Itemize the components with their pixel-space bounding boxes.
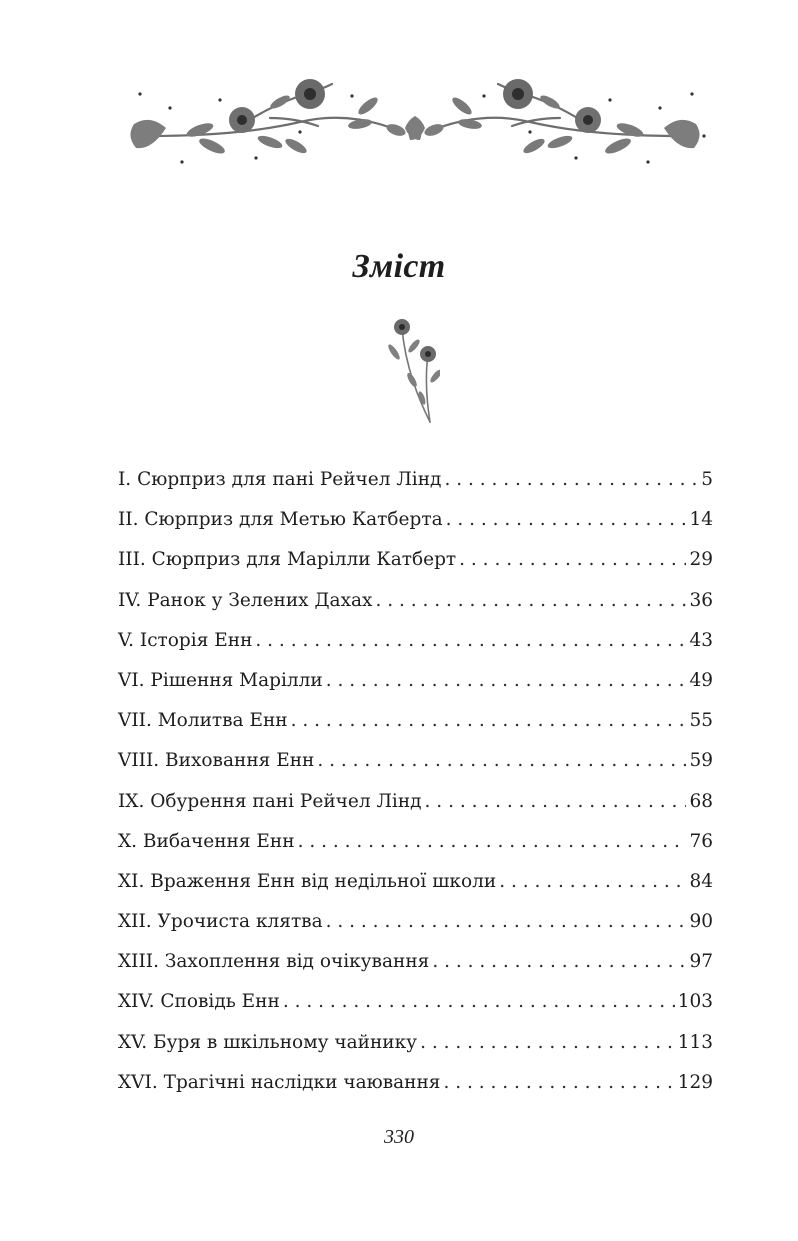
toc-leader-dots [499, 862, 686, 902]
toc-entry-page: 68 [689, 790, 713, 812]
toc-leader-dots [425, 782, 687, 822]
toc-entry-page: 29 [689, 549, 713, 571]
toc-entry[interactable] [118, 862, 713, 902]
toc-entry[interactable] [118, 741, 713, 781]
toc-entry-page: 14 [689, 509, 713, 531]
toc-entry[interactable] [118, 1063, 713, 1103]
toc-entry[interactable] [118, 540, 713, 580]
toc-leader-dots [443, 1063, 674, 1103]
toc-entry[interactable] [118, 581, 713, 621]
toc-entry-page: 90 [689, 911, 713, 933]
toc-entry-page: 84 [689, 870, 713, 892]
toc-entry[interactable] [118, 1023, 713, 1063]
toc-entry-title: XIV. Сповідь Енн [118, 991, 280, 1013]
toc-entry-page: 43 [689, 629, 713, 651]
toc-entry-title: IX. Обурення пані Рейчел Лінд [118, 790, 422, 812]
toc-entry-title: VII. Молитва Енн [118, 710, 288, 732]
toc-entry-title: XII. Урочиста клятва [118, 911, 323, 933]
toc-leader-dots [459, 540, 686, 580]
toc-leader-dots [444, 460, 698, 500]
toc-entry-title: XIII. Захоплення від очікування [118, 951, 430, 973]
toc-entry-title: IV. Ранок у Зелених Дахах [118, 589, 373, 611]
toc-entry-page: 129 [677, 1071, 713, 1093]
toc-entry[interactable] [118, 661, 713, 701]
toc-entry-title: XI. Враження Енн від недільної школи [118, 870, 497, 892]
toc-entry[interactable] [118, 621, 713, 661]
toc-leader-dots [291, 701, 687, 741]
toc-entry-page: 36 [689, 589, 713, 611]
toc-leader-dots [298, 822, 687, 862]
toc-entry-page: 55 [689, 710, 713, 732]
toc-entry-title: II. Сюрприз для Метью Катберта [118, 509, 443, 531]
toc-entry-title: X. Вибачення Енн [118, 830, 295, 852]
toc-leader-dots [326, 661, 687, 701]
toc-leader-dots [317, 741, 686, 781]
toc-entry-title: V. Історія Енн [118, 629, 253, 651]
toc-entry-page: 103 [677, 991, 713, 1013]
toc-entry-title: XVI. Трагічні наслідки чаювання [118, 1071, 441, 1093]
toc-entry-page: 49 [689, 669, 713, 691]
toc-entry[interactable] [118, 942, 713, 982]
toc-entry-page: 76 [689, 830, 713, 852]
toc-leader-dots [446, 500, 687, 540]
page-number: 330 [384, 1126, 414, 1148]
flower-sprig-icon [380, 314, 440, 426]
toc-entry-page: 113 [677, 1031, 713, 1053]
toc-entry[interactable] [118, 902, 713, 942]
toc-leader-dots [326, 902, 687, 942]
toc-entry[interactable] [118, 822, 713, 862]
toc-entry[interactable] [118, 460, 713, 500]
toc-leader-dots [420, 1023, 675, 1063]
toc-leader-dots [375, 581, 686, 621]
toc-entry[interactable] [118, 500, 713, 540]
toc-entry[interactable] [118, 782, 713, 822]
toc-leader-dots [255, 621, 686, 661]
toc-entry-title: I. Сюрприз для пані Рейчел Лінд [118, 469, 442, 490]
toc-entry-page: 59 [689, 750, 713, 772]
toc-entry-page: 97 [689, 951, 713, 973]
toc-entry-page: 5 [701, 469, 713, 490]
toc-entry-title: III. Сюрприз для Марілли Катберт [118, 549, 457, 571]
page-title: Зміст [352, 248, 446, 285]
toc-leader-dots [432, 942, 686, 982]
toc-entry[interactable] [118, 701, 713, 741]
toc-entry-title: XV. Буря в шкільному чайнику [118, 1031, 418, 1053]
toc-entry-title: VI. Рішення Марілли [118, 669, 323, 691]
floral-border-icon [120, 66, 710, 176]
toc-entry-title: VIII. Виховання Енн [118, 750, 315, 772]
toc-entry[interactable] [118, 982, 713, 1022]
table-of-contents [118, 460, 713, 1103]
toc-leader-dots [283, 982, 675, 1022]
